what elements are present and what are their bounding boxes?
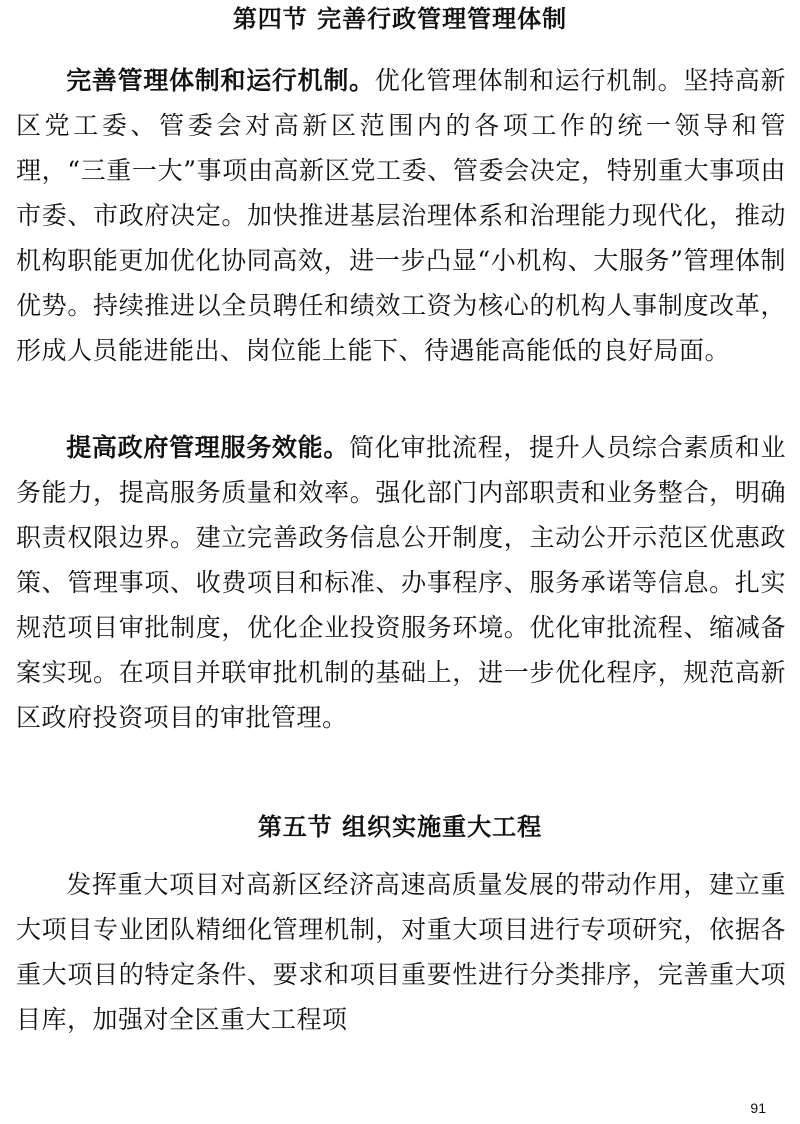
paragraph-lead-bold: 提高政府管理服务效能。: [66, 433, 350, 462]
page-number: 91: [750, 1100, 766, 1116]
paragraph-text: 发挥重大项目对高新区经济高速高质量发展的带动作用，建立重大项目专业团队精细化管理机制，对重大项目进行专项研究，依据各重大项目的特定条件、要求和项目重要性进行分类排序，完善重大项目库，加强对全区重大工程项: [16, 870, 786, 1034]
section-5-paragraph-1: [16, 862, 786, 1042]
section-4-paragraph-1: [16, 58, 786, 373]
paragraph-text: 简化审批流程，提升人员综合素质和业务能力，提高服务质量和效率。强化部门内部职责和业务整合，明确职责权限边界。建立完善政务信息公开制度，主动公开示范区优惠政策、管理事项、收费项目和标准、办事程序、服务承诺等信息。扎实规范项目审批制度，优化企业投资服务环境。优化审批流程、缩减备案实现。在项目并联审批机制的基础上，进一步优化程序，规范高新区政府投资项目的审批管理。: [16, 433, 786, 732]
section-4-heading: 第四节 完善行政管理管理体制: [232, 5, 568, 33]
paragraph-text: 优化管理体制和运行机制。坚持高新区党工委、管委会对高新区范围内的各项工作的统一领导和管理，“三重一大”事项由高新区党工委、管委会决定，特别重大事项由市委、市政府决定。加快推进基层治理体系和治理能力现代化，推动机构职能更加优化协同高效，进一步凸显“小机构、大服务”管理体制优势。持续推进以全员聘任和绩效工资为核心的机构人事制度改革，形成人员能进能出、岗位能上能下、待遇能高能低的良好局面。: [16, 66, 786, 365]
section-4-paragraph-2: [16, 425, 786, 740]
section-5-heading: 第五节 组织实施重大工程: [257, 813, 543, 841]
paragraph-lead-bold: 完善管理体制和运行机制。: [66, 66, 375, 95]
